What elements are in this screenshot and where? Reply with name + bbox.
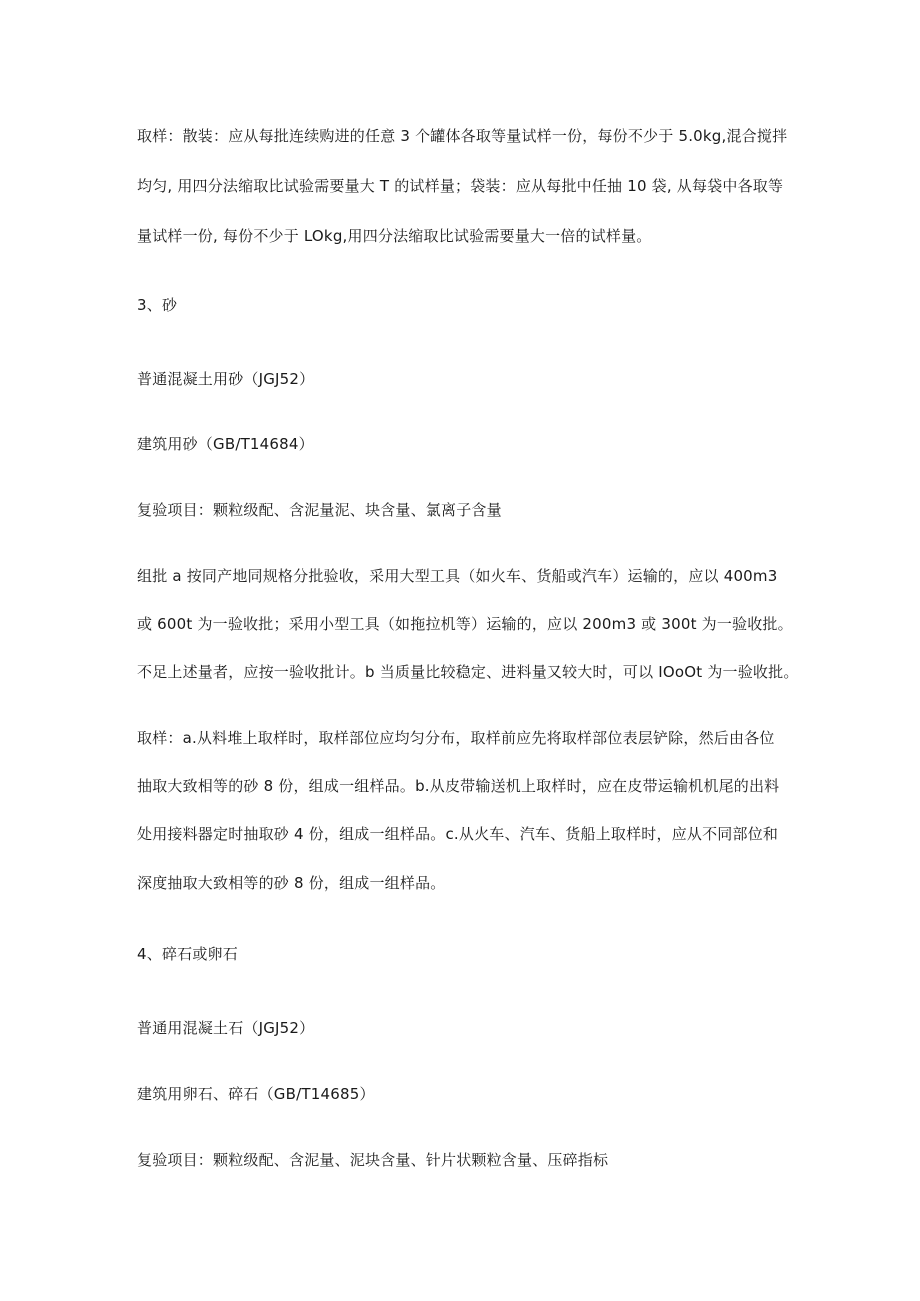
section-heading-sand: 3、砂 (137, 296, 178, 314)
paragraph-sand-sampling-line-3: 处用接料器定时抽取砂 4 份，组成一组样品。c.从火车、汽车、货船上取样时，应从不同部位和 (137, 825, 779, 843)
retest-items-sand: 复验项目：颗粒级配、含泥量泥、块含量、氯离子含量 (137, 501, 502, 519)
standard-gbt14684: 建筑用砂（GB/T14684） (137, 435, 314, 453)
paragraph-cement-sampling-line-1: 取样：散装：应从每批连续购进的任意 3 个罐体各取等量试样一份，每份不少于 5.0kg,混合搅拌 (137, 127, 788, 145)
section-heading-gravel: 4、碎石或卵石 (137, 945, 238, 963)
paragraph-cement-sampling-line-3: 量试样一份, 每份不少于 LOkg,用四分法缩取比试验需要量大一倍的试样量。 (137, 227, 652, 245)
paragraph-sand-sampling-line-1: 取样：a.从料堆上取样时，取样部位应均匀分布，取样前应先将取样部位表层铲除，然后由各位 (137, 729, 775, 747)
paragraph-sand-batch-line-1: 组批 a 按同产地同规格分批验收，采用大型工具（如火车、货船或汽车）运输的，应以 400m3 (137, 567, 778, 585)
retest-items-gravel: 复验项目：颗粒级配、含泥量、泥块含量、针片状颗粒含量、压碎指标 (137, 1151, 609, 1169)
paragraph-cement-sampling-line-2: 均匀, 用四分法缩取比试验需要量大 T 的试样量；袋装：应从每批中任抽 10 袋, 从每袋中各取等 (137, 177, 784, 195)
paragraph-sand-batch-line-3: 不足上述量者，应按一验收批计。b 当质量比较稳定、进料量又较大时，可以 IOoOt 为一验收批。 (137, 663, 799, 681)
standard-gbt14685: 建筑用卵石、碎石（GB/T14685） (137, 1085, 375, 1103)
standard-jgj52-stone: 普通用混凝土石（JGJ52） (137, 1019, 315, 1037)
paragraph-sand-batch-line-2: 或 600t 为一验收批；采用小型工具（如拖拉机等）运输的，应以 200m3 或 300t 为一验收批。 (137, 615, 793, 633)
standard-jgj52-sand: 普通混凝土用砂（JGJ52） (137, 370, 315, 388)
paragraph-sand-sampling-line-2: 抽取大致相等的砂 8 份，组成一组样品。b.从皮带输送机上取样时，应在皮带运输机机尾的出料 (137, 777, 780, 795)
paragraph-sand-sampling-line-4: 深度抽取大致相等的砂 8 份，组成一组样品。 (137, 874, 446, 892)
